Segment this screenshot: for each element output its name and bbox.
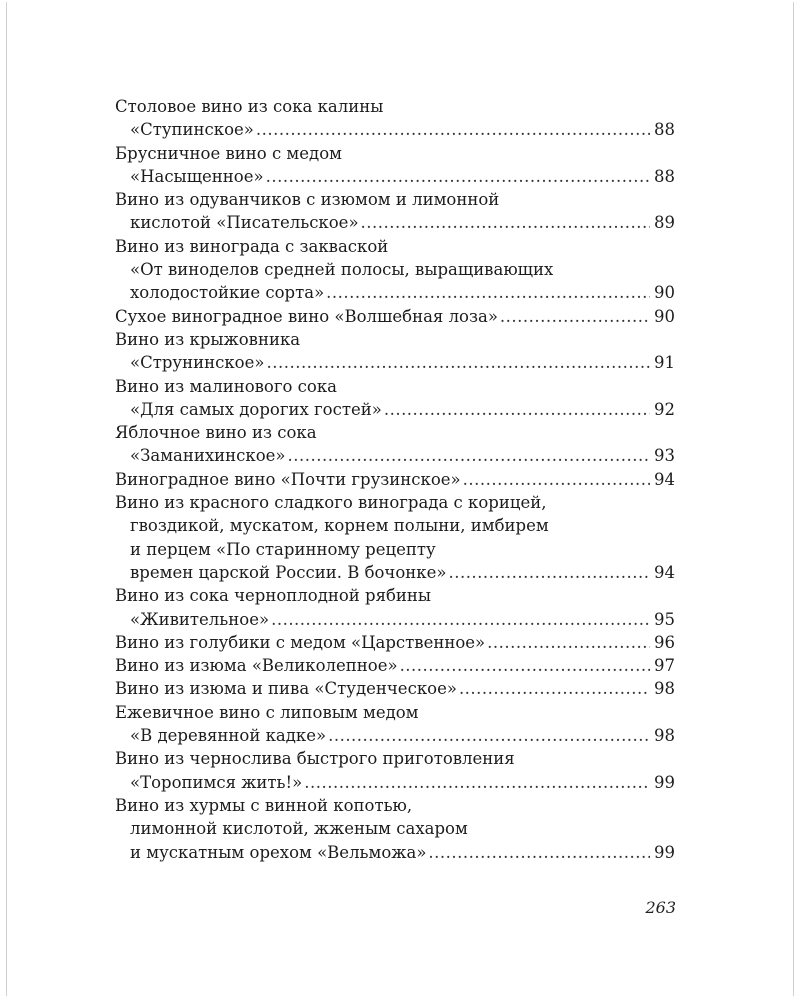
toc-line xyxy=(115,631,675,654)
toc-entry xyxy=(115,491,675,584)
toc-entry-title: Вино из голубики с медом «Царственное» xyxy=(115,632,486,652)
toc-entry-title: Вино из чернослива быстрого приготовления xyxy=(115,749,515,769)
toc-entry-title: Вино из малинового сока xyxy=(115,376,337,396)
toc-page-number: 99 xyxy=(654,772,675,792)
toc-entry-title: Вино из красного сладкого винограда с корицей, xyxy=(115,493,547,513)
toc-line xyxy=(115,444,675,467)
toc-page-number: 88 xyxy=(654,166,675,186)
toc-entry-title: Сухое виноградное вино «Волшебная лоза» xyxy=(115,306,498,326)
toc-page-number: 98 xyxy=(654,679,675,699)
dot-leader xyxy=(384,398,650,421)
toc-entry xyxy=(115,677,675,700)
toc-line xyxy=(115,794,675,817)
dot-leader xyxy=(326,281,650,304)
toc-line xyxy=(115,235,675,258)
toc-entry-title: Вино из хурмы с винной копотью, xyxy=(115,795,413,815)
toc-entry-title: и перцем «По старинному рецепту xyxy=(130,539,436,559)
toc-line xyxy=(115,538,675,561)
toc-entry xyxy=(115,631,675,654)
toc-page-number: 95 xyxy=(654,609,675,629)
toc-entry-title: «Для самых дорогих гостей» xyxy=(130,399,382,419)
toc-page-number: 98 xyxy=(654,726,675,746)
toc-line xyxy=(115,305,675,328)
toc-entry-title: Столовое вино из сока калины xyxy=(115,97,384,116)
toc-page-number: 90 xyxy=(654,306,675,326)
dot-leader xyxy=(428,841,650,864)
toc-entry-title: времен царской России. В бочонке» xyxy=(130,562,447,582)
dot-leader xyxy=(266,165,650,188)
toc-entry xyxy=(115,468,675,491)
toc-entry-title: Яблочное вино из сока xyxy=(115,423,317,443)
toc-line xyxy=(115,328,675,351)
toc-entry-title: холодостойкие сорта» xyxy=(130,283,325,303)
toc-entry-title: и мускатным орехом «Вельможа» xyxy=(130,842,427,862)
toc-entry-title: «Насыщенное» xyxy=(130,166,264,186)
toc-entry xyxy=(115,305,675,328)
toc-entry-title: «В деревянной кадке» xyxy=(130,726,327,746)
toc-entry xyxy=(115,375,675,422)
dot-leader xyxy=(487,631,650,654)
toc-entry-title: кислотой «Писательское» xyxy=(130,213,359,233)
toc-line xyxy=(115,398,675,421)
dot-leader xyxy=(400,654,650,677)
toc-page-number: 99 xyxy=(654,842,675,862)
toc-entry-title: Вино из одуванчиков с изюмом и лимонной xyxy=(115,190,500,210)
toc-line xyxy=(115,375,675,398)
toc-line xyxy=(115,724,675,747)
dot-leader xyxy=(448,561,650,584)
toc-entry-title: Ежевичное вино с липовым медом xyxy=(115,702,419,722)
toc-line xyxy=(115,747,675,770)
toc-page-number: 88 xyxy=(654,120,675,140)
toc-entry xyxy=(115,701,675,748)
toc-line xyxy=(115,468,675,491)
dot-leader xyxy=(463,468,650,491)
toc-entry xyxy=(115,188,675,235)
toc-line xyxy=(115,281,675,304)
toc-line xyxy=(115,491,675,514)
toc-entry xyxy=(115,747,675,794)
toc-entry xyxy=(115,95,675,142)
toc-page-number: 97 xyxy=(654,656,675,676)
toc-line xyxy=(115,677,675,700)
dot-leader xyxy=(288,444,650,467)
toc-line xyxy=(115,351,675,374)
toc-entry-title: «Заманихинское» xyxy=(130,446,286,466)
toc-line xyxy=(115,142,675,165)
toc-line xyxy=(115,165,675,188)
toc-page-number: 93 xyxy=(654,446,675,466)
toc-entry-title: лимонной кислотой, жженым сахаром xyxy=(130,819,468,839)
toc-line xyxy=(115,95,675,118)
dot-leader xyxy=(256,118,650,141)
toc-page-number: 94 xyxy=(654,469,675,489)
toc-entry xyxy=(115,584,675,631)
toc-line xyxy=(115,258,675,281)
toc-page-number: 89 xyxy=(654,213,675,233)
toc-entry-title: Вино из винограда с закваской xyxy=(115,236,389,256)
toc-page-number: 92 xyxy=(654,399,675,419)
toc-entry-title: «Живительное» xyxy=(130,609,270,629)
toc-entry-title: «Струнинское» xyxy=(130,353,265,373)
toc-page-number: 90 xyxy=(654,283,675,303)
toc-page-number: 96 xyxy=(654,632,675,652)
toc-line xyxy=(115,561,675,584)
dot-leader xyxy=(500,305,650,328)
toc-line xyxy=(115,841,675,864)
toc-line xyxy=(115,701,675,724)
toc-line xyxy=(115,211,675,234)
toc-line xyxy=(115,514,675,537)
toc-entry-title: Брусничное вино с медом xyxy=(115,143,342,163)
toc-line xyxy=(115,817,675,840)
toc-line xyxy=(115,421,675,444)
dot-leader xyxy=(266,351,650,374)
toc-line xyxy=(115,771,675,794)
dot-leader xyxy=(271,608,650,631)
toc-entry xyxy=(115,794,675,864)
toc-page-number: 94 xyxy=(654,562,675,582)
dot-leader xyxy=(304,771,650,794)
dot-leader xyxy=(361,211,650,234)
toc-entry-title: «От виноделов средней полосы, выращивающих xyxy=(130,260,554,280)
toc-line xyxy=(115,118,675,141)
toc-entry-title: Вино из изюма и пива «Студенческое» xyxy=(115,679,457,699)
dot-leader xyxy=(328,724,650,747)
toc-line xyxy=(115,188,675,211)
toc-entry xyxy=(115,421,675,468)
toc-entry xyxy=(115,142,675,189)
toc-page-number: 91 xyxy=(654,353,675,373)
toc-entry xyxy=(115,654,675,677)
toc-line xyxy=(115,608,675,631)
table-of-contents xyxy=(115,95,675,864)
toc-entry-title: Виноградное вино «Почти грузинское» xyxy=(115,469,461,489)
toc-line xyxy=(115,584,675,607)
dot-leader xyxy=(459,677,650,700)
page-number: 263 xyxy=(645,898,676,917)
toc-entry xyxy=(115,235,675,305)
toc-entry xyxy=(115,328,675,375)
toc-entry-title: Вино из крыжовника xyxy=(115,329,301,349)
toc-line xyxy=(115,654,675,677)
toc-entry-title: Вино из изюма «Великолепное» xyxy=(115,656,398,676)
toc-entry-title: «Торопимся жить!» xyxy=(130,772,303,792)
toc-entry-title: Вино из сока черноплодной рябины xyxy=(115,586,432,606)
toc-entry-title: гвоздикой, мускатом, корнем полыни, имбирем xyxy=(130,516,549,536)
toc-entry-title: «Ступинское» xyxy=(130,120,254,140)
